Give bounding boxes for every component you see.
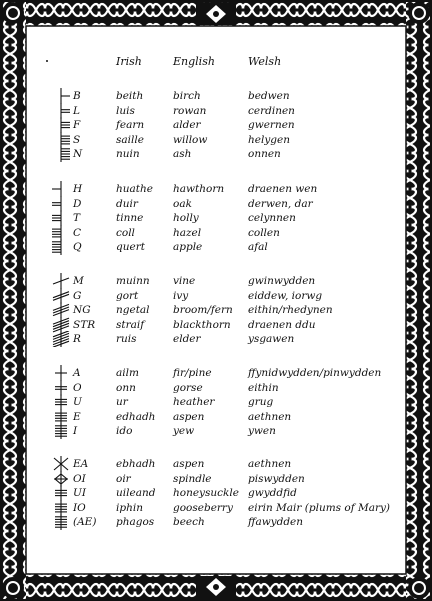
- ogham-glyph-icon: [50, 365, 72, 381]
- welsh-name: afal: [248, 241, 268, 254]
- ogham-glyph-icon: [50, 288, 72, 304]
- ogham-glyph-icon: [50, 117, 72, 133]
- english-name: willow: [173, 133, 208, 146]
- ogham-glyph-icon: [50, 514, 72, 530]
- ogham-glyph-icon: [50, 500, 72, 516]
- ogham-glyph-icon: [50, 273, 72, 289]
- ogham-letter: Q: [73, 241, 82, 254]
- irish-name: ruis: [116, 333, 137, 346]
- ogham-glyph-icon: [50, 471, 72, 487]
- english-name: aspen: [173, 410, 205, 423]
- welsh-name: ysgawen: [248, 333, 295, 346]
- welsh-name: helygen: [248, 133, 290, 146]
- english-name: spindle: [173, 472, 212, 485]
- ogham-glyph-icon: [50, 181, 72, 197]
- irish-name: oir: [116, 472, 131, 485]
- english-name: apple: [173, 241, 203, 254]
- ogham-letter: E: [73, 410, 81, 423]
- english-name: fir/pine: [173, 367, 212, 379]
- irish-name: edhadh: [116, 410, 156, 423]
- welsh-name: aethnen: [248, 410, 292, 423]
- welsh-name: eithin: [248, 381, 279, 394]
- irish-name: straif: [116, 318, 145, 331]
- welsh-name: draenen wen: [248, 183, 318, 195]
- ogham-glyph-icon: [50, 239, 72, 255]
- irish-name: ur: [116, 396, 128, 409]
- english-name: hazel: [173, 226, 202, 239]
- ogham-letter: NG: [73, 304, 91, 317]
- irish-name: fearn: [116, 119, 145, 132]
- ogham-glyph-icon: [50, 394, 72, 410]
- ogham-glyph-icon: [50, 146, 72, 162]
- irish-name: phagos: [116, 516, 155, 529]
- ogham-glyph-icon: [50, 88, 72, 104]
- irish-name: iphin: [116, 501, 143, 514]
- ogham-glyph-icon: [50, 225, 72, 241]
- ogham-letter: (AE): [73, 516, 97, 529]
- ogham-glyph-icon: [50, 210, 72, 226]
- ogham-glyph-icon: [50, 196, 72, 212]
- top-center-ornament-icon: [196, 3, 236, 25]
- stray-ink-dot: [46, 60, 48, 62]
- bottom-center-ornament-icon: [196, 576, 236, 598]
- welsh-name: gwinwydden: [248, 275, 316, 287]
- ogham-letter: A: [73, 367, 81, 379]
- english-name: ivy: [173, 289, 189, 302]
- welsh-name: ffynidwydden/pinwydden: [248, 367, 382, 379]
- english-name: elder: [173, 333, 201, 346]
- english-name: oak: [173, 197, 192, 210]
- welsh-name: cerdinen: [248, 104, 295, 117]
- ogham-glyph-icon: [50, 423, 72, 439]
- welsh-name: gwernen: [248, 119, 295, 132]
- ogham-letter: G: [73, 289, 82, 302]
- english-name: beech: [173, 516, 205, 529]
- welsh-name: celynnen: [248, 212, 296, 225]
- ogham-letter: S: [73, 133, 81, 146]
- english-name: blackthorn: [173, 318, 231, 331]
- english-name: broom/fern: [173, 304, 233, 317]
- ogham-glyph-icon: [50, 380, 72, 396]
- welsh-name: eiddew, iorwg: [248, 289, 323, 302]
- english-name: heather: [173, 396, 215, 409]
- irish-name: ngetal: [116, 304, 150, 317]
- ogham-letter: N: [73, 148, 83, 161]
- welsh-name: eirin Mair (plums of Mary): [248, 501, 391, 514]
- irish-name: saille: [116, 133, 144, 146]
- ogham-letter: IO: [73, 501, 86, 514]
- ogham-letter: R: [73, 333, 81, 346]
- irish-name: ebhadh: [116, 458, 156, 470]
- ogham-glyph-icon: [50, 317, 72, 333]
- irish-name: coll: [116, 226, 135, 239]
- irish-name: ido: [116, 425, 133, 438]
- ogham-letter: UI: [73, 487, 86, 500]
- irish-name: quert: [116, 241, 145, 254]
- english-name: vine: [173, 275, 196, 287]
- ogham-letter: STR: [73, 318, 96, 331]
- ogham-letter: C: [73, 226, 82, 239]
- english-name: gorse: [173, 381, 203, 394]
- english-name: holly: [173, 212, 199, 225]
- english-name: aspen: [173, 458, 205, 470]
- ogham-letter: F: [73, 119, 81, 132]
- irish-name: duir: [116, 197, 138, 210]
- irish-name: gort: [116, 289, 139, 302]
- irish-name: nuin: [116, 148, 140, 161]
- ogham-letter: OI: [73, 472, 86, 485]
- ogham-letter: D: [73, 197, 82, 210]
- welsh-name: eithin/rhedynen: [248, 304, 333, 317]
- english-name: yew: [173, 425, 195, 438]
- ogham-glyph-icon: [50, 132, 72, 148]
- irish-name: tinne: [116, 212, 144, 225]
- irish-name: muinn: [116, 275, 150, 287]
- ogham-letter: H: [73, 183, 83, 195]
- irish-name: uileand: [116, 487, 156, 500]
- ogham-letter: U: [73, 396, 82, 409]
- english-name: honeysuckle: [173, 487, 239, 500]
- ogham-glyph-icon: [50, 485, 72, 501]
- irish-name: onn: [116, 381, 136, 394]
- ogham-letter: I: [73, 425, 78, 438]
- english-name: hawthorn: [173, 183, 225, 195]
- irish-name: huathe: [116, 183, 153, 195]
- ogham-glyph-icon: [50, 456, 72, 472]
- welsh-name: ywen: [248, 425, 276, 438]
- ogham-letter: M: [73, 275, 84, 287]
- welsh-name: derwen, dar: [248, 197, 313, 210]
- ogham-glyph-icon: [50, 331, 72, 347]
- ogham-letter: B: [73, 90, 81, 102]
- ogham-letter: EA: [73, 458, 89, 470]
- welsh-name: bedwen: [248, 90, 290, 102]
- column-header-irish: Irish: [116, 55, 142, 68]
- ogham-glyph-icon: [50, 302, 72, 318]
- welsh-name: ffawydden: [248, 516, 304, 529]
- irish-name: luis: [116, 104, 135, 117]
- ogham-letter: T: [73, 212, 81, 225]
- welsh-name: draenen ddu: [248, 318, 316, 331]
- welsh-name: collen: [248, 226, 280, 239]
- english-name: birch: [173, 90, 201, 102]
- ogham-glyph-icon: [50, 103, 72, 119]
- english-name: ash: [173, 148, 192, 161]
- welsh-name: gwyddfid: [248, 487, 297, 500]
- welsh-name: onnen: [248, 148, 281, 161]
- welsh-name: grug: [248, 396, 274, 409]
- column-header-english: English: [173, 55, 215, 68]
- english-name: gooseberry: [173, 501, 233, 514]
- ogham-glyph-icon: [50, 409, 72, 425]
- irish-name: beith: [116, 90, 144, 102]
- irish-name: ailm: [116, 367, 139, 379]
- welsh-name: aethnen: [248, 458, 292, 470]
- welsh-name: piswydden: [248, 472, 305, 485]
- english-name: alder: [173, 119, 201, 132]
- ogham-letter: O: [73, 381, 82, 394]
- column-header-welsh: Welsh: [248, 55, 282, 68]
- english-name: rowan: [173, 104, 207, 117]
- ogham-letter: L: [73, 104, 80, 117]
